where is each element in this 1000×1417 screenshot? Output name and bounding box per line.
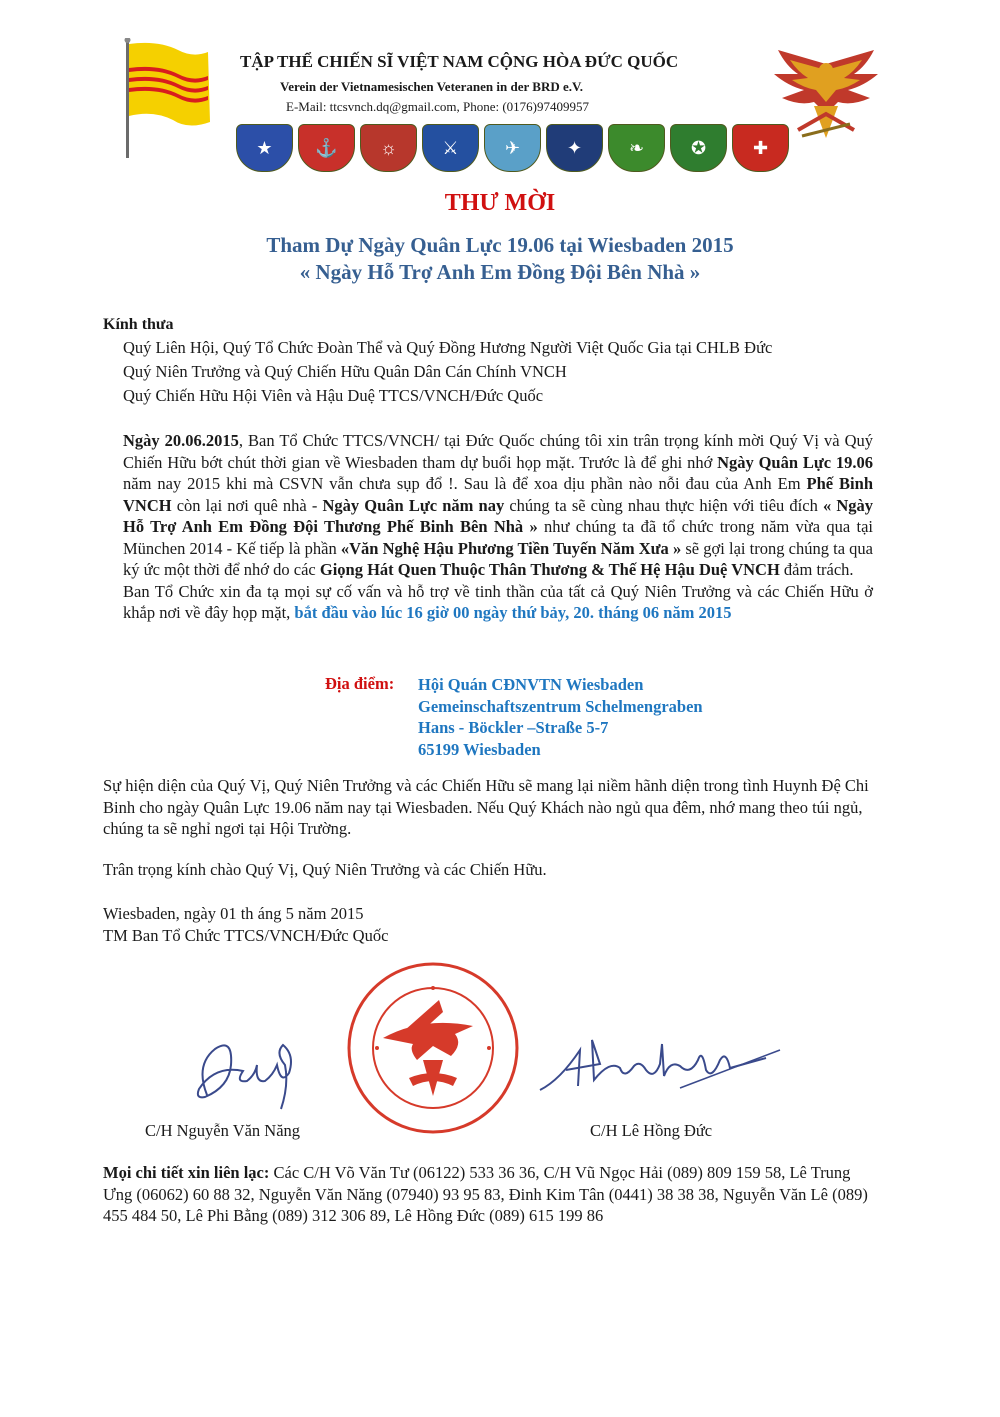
army-badge-icon: ★ xyxy=(236,124,293,172)
letter-subtitle-2: « Ngày Hỗ Trợ Anh Em Đồng Đội Bên Nhà » xyxy=(299,260,701,284)
organization-contact: E-Mail: ttcsvnch.dq@gmail.com, Phone: (0176)97409957 xyxy=(286,99,589,114)
navy-badge-icon: ⚓ xyxy=(298,124,355,172)
ranger-badge-icon: ✦ xyxy=(546,124,603,172)
organization-seal-icon xyxy=(343,960,523,1135)
event-date: Ngày 20.06.2015 xyxy=(123,431,239,450)
contact-list: Các C/H Võ Văn Tư (06122) 533 36 36, C/H Vũ Ngọc Hải (089) 809 159 58, Lê Trung Ưng (06062) 60 88 32, Nguyễn Văn Năng (07940) 93 95 83, Đinh Kim Tân (0441) 38 38 38, Nguyễn Văn Lê (089) 455 484 50, Lê Phi Bằng (089) 312 306 89, Lê Hồng Đức (089) 615 199 86 xyxy=(103,1163,868,1225)
venue-address xyxy=(418,674,703,760)
venue-line: Hans - Böckler –Straße 5-7 xyxy=(418,718,609,737)
event-start-time: bắt đầu vào lúc 16 giờ 00 ngày thứ bảy, 20. tháng 06 năm 2015 xyxy=(294,603,732,622)
marine-badge-icon: ⚔ xyxy=(422,124,479,172)
invitation-body: Ngày 20.06.2015, Ban Tổ Chức TTCS/VNCH/ tại Đức Quốc chúng tôi xin trân trọng kính mời Quý Vị và Quý Chiến Hữu bớt chút thời gian về Wiesbaden tham dự buổi họp mặt. Trước là để ghi nhớ Ngày Quân Lực 19.06 năm nay 2015 khi mà CSVN vẫn chưa sụp đổ !. Sau là để xoa dịu phần nào nỗi đau của Anh Em Phế Binh VNCH còn lại nơi quê nhà - Ngày Quân Lực năm nay chúng ta sẽ cùng nhau thực hiện với tiêu đích « Ngày Hỗ Trợ Anh Em Đồng Đội Thương Phế Binh Bên Nhà » như chúng ta đã tổ chức trong năm vừa qua tại München 2014 - Kế tiếp là phần «Văn Nghệ Hậu Phương Tiền Tuyến Năm Xưa » sẽ gợi lại trong chúng ta qua ký ức một thời để nhớ do các Giọng Hát Quen Thuộc Thân Thương & Thế Hệ Hậu Duệ VNCH đảm trách. Ban Tổ Chức xin đa tạ mọi sự cố vấn và hỗ trợ về tinh thần của tất cả Quý Niên Trưởng và các Chiến Hữu ở khắp nơi về đây họp mặt, bắt đầu vào lúc 16 giờ 00 ngày thứ bảy, 20. tháng 06 năm 2015 xyxy=(123,431,873,622)
signer-1-name: C/H Nguyễn Văn Năng xyxy=(145,1121,301,1140)
place-and-date: Wiesbaden, ngày 01 th áng 5 năm 2015 TM Ban Tổ Chức TTCS/VNCH/Đức Quốc xyxy=(103,904,389,945)
recipients-list xyxy=(123,336,772,408)
signer-2-name: C/H Lê Hồng Đức xyxy=(590,1121,713,1140)
organization-subtitle: Verein der Vietnamesischen Veteranen in der BRD e.V. xyxy=(280,79,583,94)
police-badge-icon: ✪ xyxy=(670,124,727,172)
contact-label: Mọi chi tiết xin liên lạc: xyxy=(103,1163,270,1182)
venue-line: Hội Quán CĐNVTN Wiesbaden xyxy=(418,675,644,694)
air-force-badge-icon: ✈ xyxy=(484,124,541,172)
venue-line: Gemeinschaftszentrum Schelmengraben xyxy=(418,696,703,716)
letter-title: THƯ MỜI xyxy=(444,190,556,216)
closing-greeting: Trân trọng kính chào Quý Vị, Quý Niên Trưởng và các Chiến Hữu. xyxy=(103,860,547,879)
recipient-line: Quý Liên Hội, Quý Tổ Chức Đoàn Thể và Quý Đồng Hương Người Việt Quốc Gia tại CHLB Đức xyxy=(123,338,773,357)
venue-label: Địa điểm: xyxy=(325,674,395,693)
recipient-line: Quý Chiến Hữu Hội Viên và Hậu Duệ TTCS/VNCH/Đức Quốc xyxy=(123,386,544,405)
attendance-paragraph: Sự hiện diện của Quý Vị, Quý Niên Trưởng và các Chiến Hữu sẽ mang lại niềm hãnh diện trong tình Huynh Đệ Chi Binh cho ngày Quân Lực 19.06 năm nay tại Wiesbaden. Nếu Quý Khách nào ngủ qua đêm, nhớ mang theo túi ngủ, chúng ta sẽ nghỉ ngơi tại Hội Trường. xyxy=(103,776,869,838)
medical-badge-icon: ✚ xyxy=(732,124,789,172)
salutation: Kính thưa xyxy=(103,316,174,333)
unit-badges-row xyxy=(236,124,789,172)
venue-line: 65199 Wiesbaden xyxy=(418,739,541,759)
signature-2-icon xyxy=(530,1030,790,1100)
letter-subtitle-1: Tham Dự Ngày Quân Lực 19.06 tại Wiesbaden 2015 xyxy=(266,233,734,257)
recipient-line: Quý Niên Trưởng và Quý Chiến Hữu Quân Dân Cán Chính VNCH xyxy=(123,362,567,381)
airborne-badge-icon: ☼ xyxy=(360,124,417,172)
organization-name: TẬP THỂ CHIẾN SĨ VIỆT NAM CỘNG HÒA ĐỨC QUỐC xyxy=(240,52,679,71)
south-vietnam-flag-icon xyxy=(118,38,218,158)
signature-1-icon xyxy=(185,1025,310,1115)
contact-info xyxy=(103,1162,878,1227)
dragon-badge-icon: ❧ xyxy=(608,124,665,172)
